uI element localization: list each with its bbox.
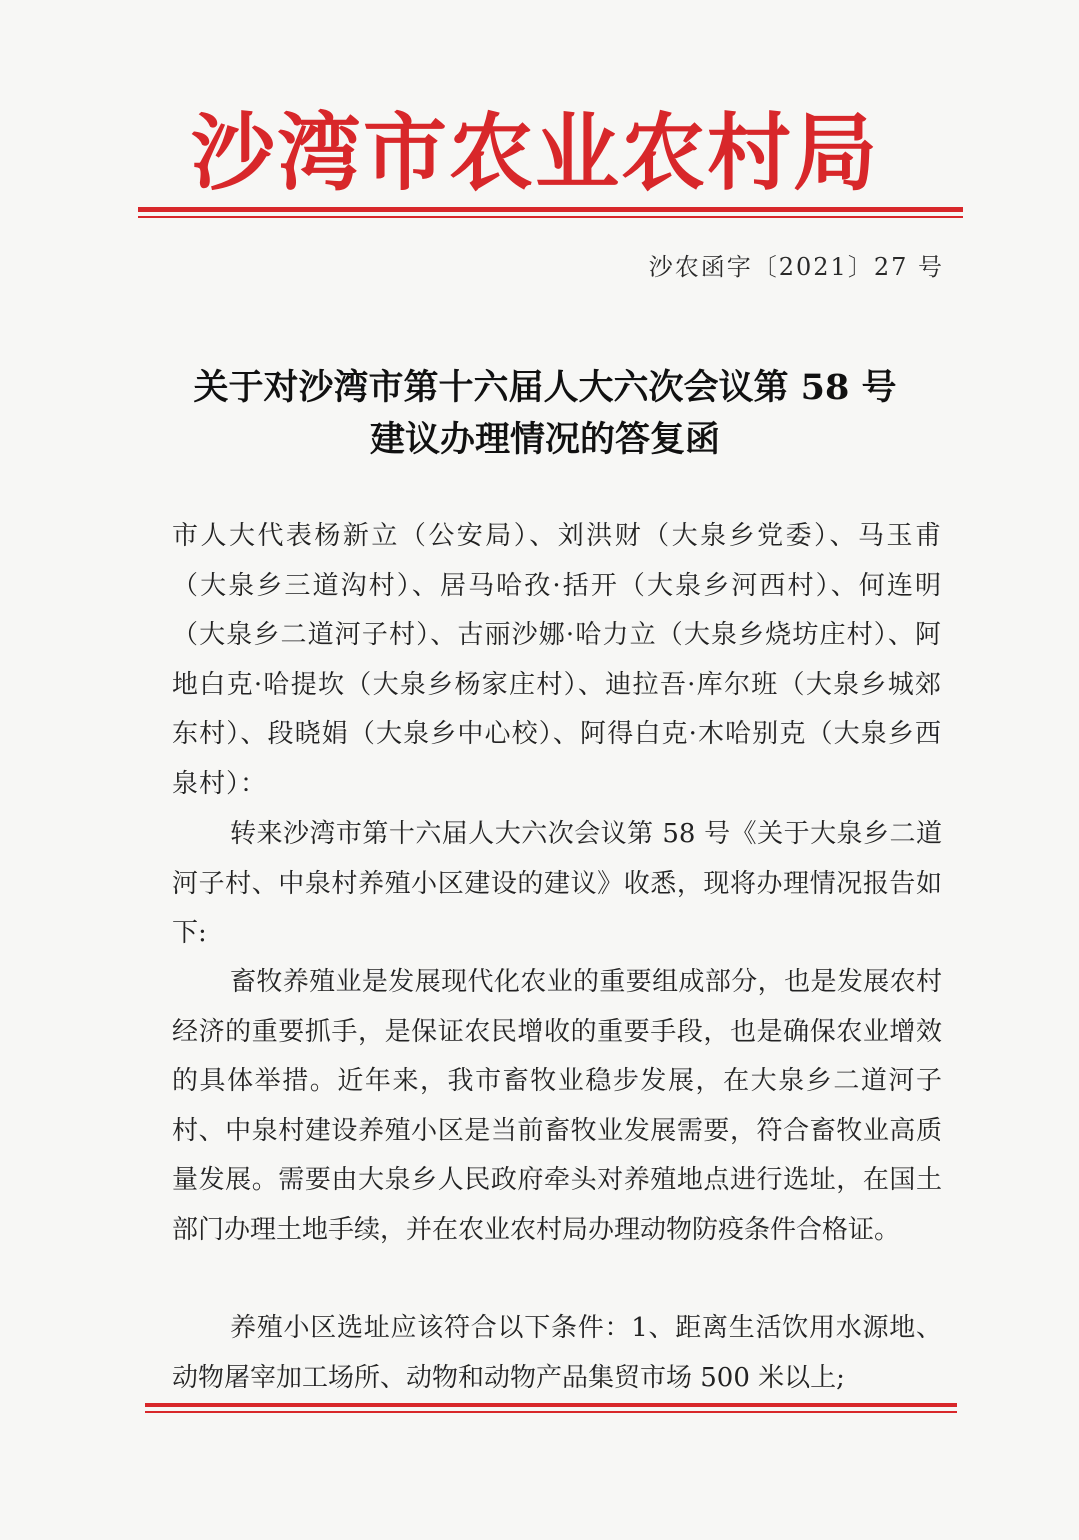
- addressee-block: [172, 512, 942, 810]
- paragraph-text: 转来沙湾市第十六届人大六次会议第 58 号《关于大泉乡二道河子村、中泉村养殖小区建设的建议》收悉，现将办理情况报告如下:: [172, 819, 942, 949]
- body-paragraph-2: [172, 958, 942, 1256]
- paragraph-text: 养殖小区选址应该符合以下条件：1、距离生活饮用水源地、动物屠宰加工场所、动物和动物产品集贸市场 500 米以上;: [172, 1313, 942, 1393]
- addressee-text: 市人大代表杨新立（公安局）、刘洪财（大泉乡党委）、马玉甫（大泉乡三道沟村）、居马哈孜·括开（大泉乡河西村）、何连明（大泉乡二道河子村）、古丽沙娜·哈力立（大泉乡烧坊庄村）、阿地白克·哈提坎（大泉乡杨家庄村）、迪拉吾·库尔班（大泉乡城郊东村）、段晓娟（大泉乡中心校）、阿得白克·木哈别克（大泉乡西泉村）：: [172, 521, 942, 799]
- org-letterhead: 沙湾市农业农村局: [190, 103, 879, 202]
- footer-red-rule-thick: [145, 1403, 957, 1407]
- body-paragraph-3: [172, 1304, 942, 1403]
- paragraph-text: 畜牧养殖业是发展现代化农业的重要组成部分，也是发展农村经济的重要抓手，是保证农民增收的重要手段，也是确保农业增效的具体举措。近年来，我市畜牧业稳步发展，在大泉乡二道河子村、中泉村建设养殖小区是当前畜牧业发展需要，符合畜牧业高质量发展。需要由大泉乡人民政府牵头对养殖地点进行选址，在国土部门办理土地手续，并在农业农村局办理动物防疫条件合格证。: [172, 967, 942, 1245]
- body-paragraph-1: [172, 810, 942, 959]
- letterhead-red-rule-thin: [138, 216, 963, 218]
- footer-red-rule-thin: [145, 1411, 957, 1413]
- letterhead-red-rule-thick: [138, 207, 963, 212]
- document-title-line2: 建议办理情况的答复函: [369, 419, 720, 460]
- document-number: 沙农函字〔2021〕27 号: [648, 253, 944, 281]
- document-title-line1: 关于对沙湾市第十六届人大六次会议第 58 号: [193, 367, 897, 408]
